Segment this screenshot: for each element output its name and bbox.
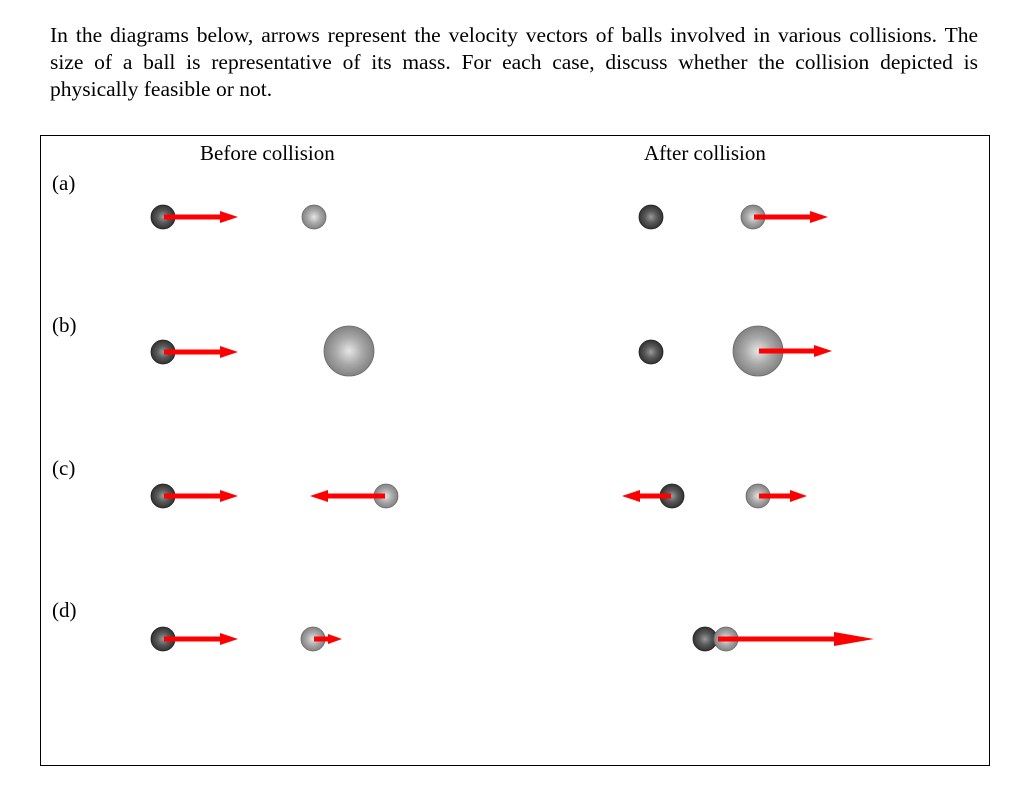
after-collision-heading: After collision — [644, 141, 766, 165]
light-ball-icon — [302, 205, 326, 229]
velocity-arrow-icon — [310, 490, 385, 502]
row-label-b: (b) — [52, 313, 77, 337]
velocity-arrow-icon — [164, 346, 238, 358]
light-ball-icon — [324, 326, 374, 376]
row-label-d: (d) — [52, 598, 77, 622]
dark-ball-icon — [639, 340, 663, 364]
dark-ball-icon — [639, 205, 663, 229]
dark-ball-icon — [693, 627, 717, 651]
velocity-arrow-icon — [164, 211, 238, 223]
velocity-arrow-icon — [754, 211, 828, 223]
velocity-arrow-icon — [164, 490, 238, 502]
velocity-arrow-icon — [718, 632, 874, 646]
row-label-c: (c) — [52, 456, 76, 480]
collision-b — [151, 326, 832, 376]
problem-statement: In the diagrams below, arrows represent the velocity vectors of balls involved in various collisions. The size of a ball is representative of its mass. For each case, discuss whether the collision depicted is physically feasible or not. — [50, 23, 978, 101]
collision-c — [151, 484, 807, 508]
row-label-a: (a) — [52, 171, 76, 195]
before-collision-heading: Before collision — [200, 141, 335, 165]
collision-d — [151, 627, 874, 651]
velocity-arrow-icon — [164, 633, 238, 645]
collision-a — [151, 205, 828, 229]
